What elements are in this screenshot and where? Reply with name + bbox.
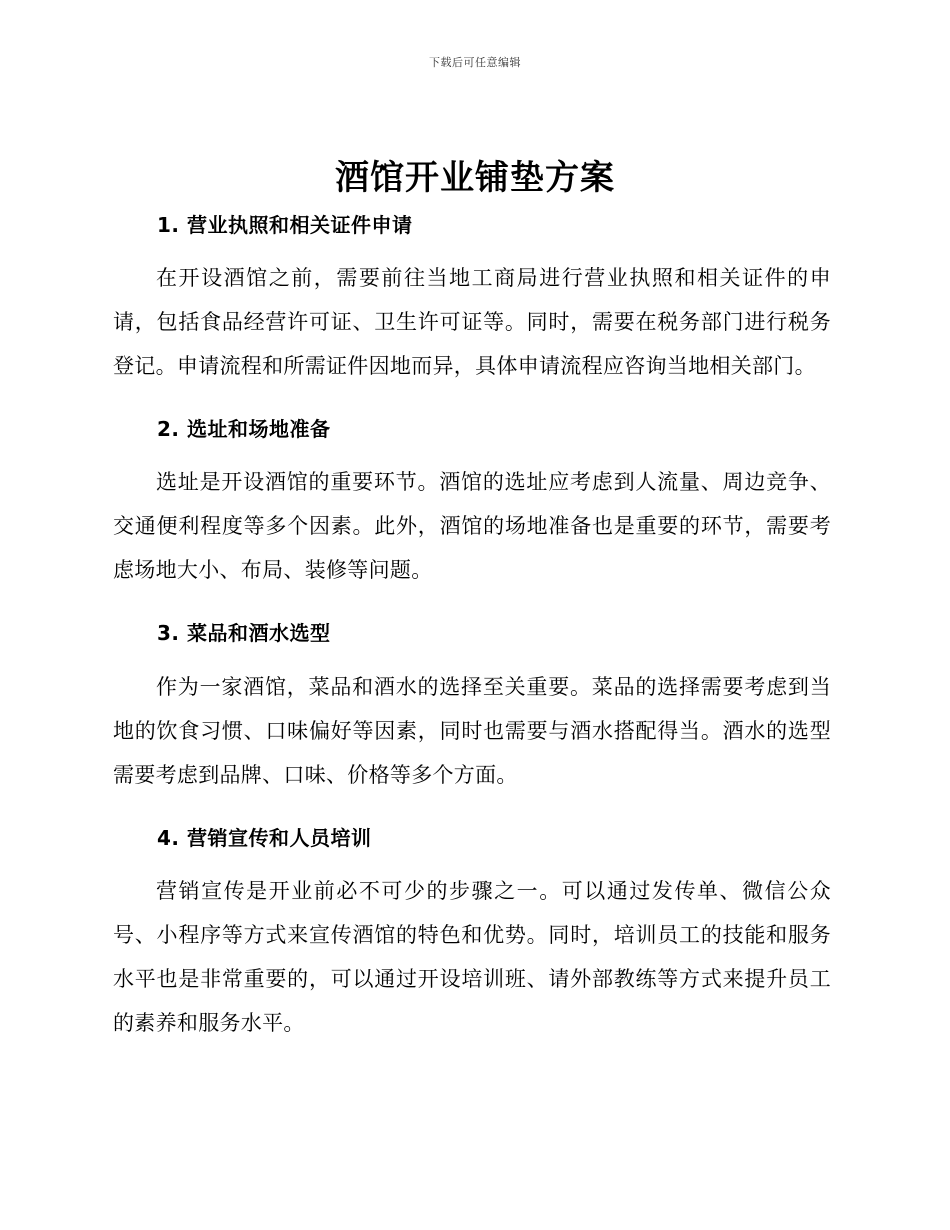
section-body-2: 选址是开设酒馆的重要环节。酒馆的选址应考虑到人流量、周边竞争、交通便利程度等多个因素。此外，酒馆的场地准备也是重要的环节，需要考虑场地大小、布局、装修等问题。 [113,470,831,582]
section-body-3: 作为一家酒馆，菜品和酒水的选择至关重要。菜品的选择需要考虑到当地的饮食习惯、口味偏好等因素，同时也需要与酒水搭配得当。酒水的选型需要考虑到品牌、口味、价格等多个方面。 [113,675,831,787]
section-heading-3: 3. 菜品和酒水选型 [157,621,331,645]
section-heading-4: 4. 营销宣传和人员培训 [157,826,372,850]
section-heading-2: 2. 选址和场地准备 [157,417,331,441]
section-body-4: 营销宣传是开业前必不可少的步骤之一。可以通过发传单、微信公众号、小程序等方式来宣传酒馆的特色和优势。同时，培训员工的技能和服务水平也是非常重要的，可以通过开设培训班、请外部教练等方式来提升员工的素养和服务水平。 [113,879,831,1035]
document-title: 酒馆开业铺垫方案 [335,158,615,198]
section-heading-1: 1. 营业执照和相关证件申请 [157,213,413,237]
header-note: 下载后可任意编辑 [429,56,521,69]
section-body-1: 在开设酒馆之前，需要前往当地工商局进行营业执照和相关证件的申请，包括食品经营许可证、卫生许可证等。同时，需要在税务部门进行税务登记。申请流程和所需证件因地而异，具体申请流程应咨询当地相关部门。 [113,266,831,378]
